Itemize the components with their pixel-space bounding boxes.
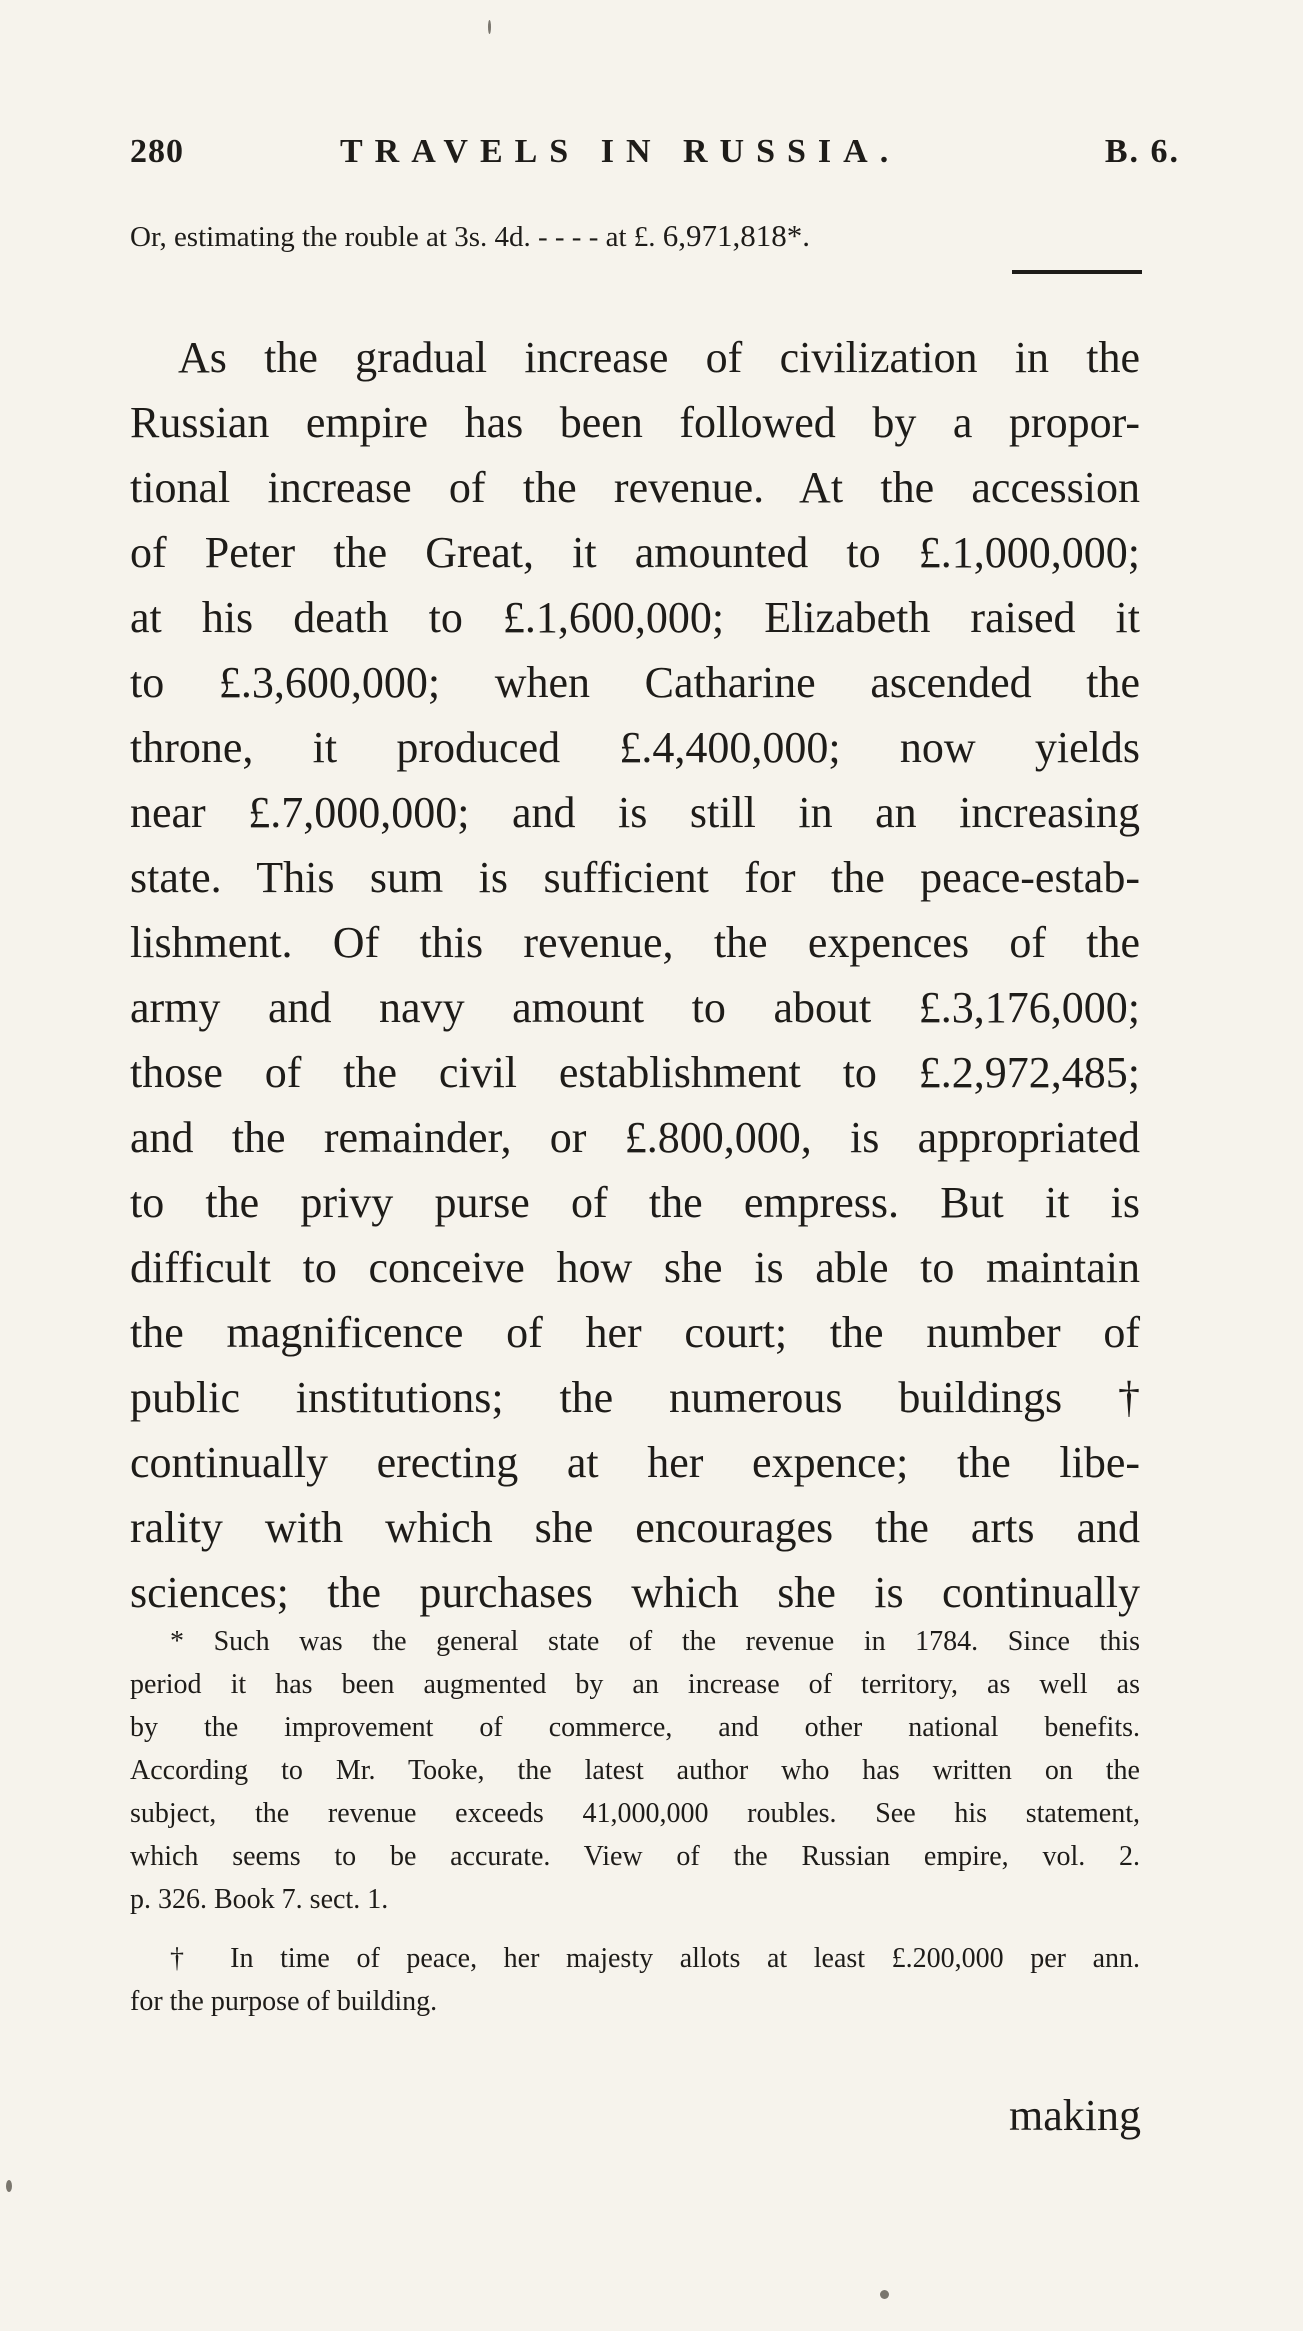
- paper-speck: [880, 2290, 889, 2299]
- body-line: at his death to £.1,600,000; Elizabeth raised it: [130, 593, 1140, 642]
- body-line: throne, it produced £.4,400,000; now yields: [130, 723, 1140, 772]
- footnote-star-line: According to Mr. Tooke, the latest author who has written on the: [130, 1755, 1140, 1786]
- carried-total-label: Or, estimating the rouble at 3s. 4d. - - - - at £.: [130, 221, 656, 253]
- body-line: near £.7,000,000; and is still in an increasing: [130, 788, 1140, 837]
- body-line: of Peter the Great, it amounted to £.1,000,000;: [130, 528, 1140, 577]
- section-rule: [1012, 270, 1142, 274]
- paper-speck: [6, 2180, 12, 2192]
- footnote-gap: [130, 1921, 1140, 1937]
- footnote-dagger-line: for the purpose of building.: [130, 1986, 438, 2017]
- carried-total-line: [130, 218, 1150, 254]
- body-line: rality with which she encourages the arts and: [130, 1503, 1140, 1552]
- footnote-star-line: which seems to be accurate. View of the Russian empire, vol. 2.: [130, 1841, 1140, 1872]
- footnote-star-line: subject, the revenue exceeds 41,000,000 roubles. See his statement,: [130, 1798, 1140, 1829]
- body-line: state. This sum is sufficient for the peace-estab-: [130, 853, 1140, 902]
- body-line: lishment. Of this revenue, the expences of the: [130, 918, 1140, 967]
- body-line: Russian empire has been followed by a propor-: [130, 398, 1140, 447]
- body-line: those of the civil establishment to £.2,972,485;: [130, 1048, 1140, 1097]
- main-paragraph: [130, 325, 1140, 1625]
- body-line: difficult to conceive how she is able to maintain: [130, 1243, 1140, 1292]
- footnote-star-line: * Such was the general state of the revenue in 1784. Since this: [170, 1626, 1140, 1657]
- body-line: and the remainder, or £.800,000, is appropriated: [130, 1113, 1140, 1162]
- body-line: the magnificence of her court; the number of: [130, 1308, 1140, 1357]
- body-line: to £.3,600,000; when Catharine ascended the: [130, 658, 1140, 707]
- book-reference: B. 6.: [1104, 133, 1180, 170]
- body-line: sciences; the purchases which she is continually: [130, 1568, 1140, 1617]
- running-title: TRAVELS IN RUSSIA.: [340, 133, 901, 170]
- body-line: public institutions; the numerous buildings †: [130, 1373, 1140, 1422]
- footnote-star-line: by the improvement of commerce, and other national benefits.: [130, 1712, 1140, 1743]
- body-line: army and navy amount to about £.3,176,000;: [130, 983, 1140, 1032]
- body-line: As the gradual increase of civilization in the: [178, 333, 1140, 382]
- carried-total-amount: 6,971,818*.: [662, 218, 811, 253]
- paper-speck: [488, 20, 491, 34]
- footnote-star-line: p. 326. Book 7. sect. 1.: [130, 1884, 389, 1915]
- body-line: continually erecting at her expence; the libe-: [130, 1438, 1140, 1487]
- body-line: to the privy purse of the empress. But it is: [130, 1178, 1140, 1227]
- page-header: [130, 133, 1180, 183]
- page-number: 280: [130, 133, 184, 170]
- footnote-dagger-line: † In time of peace, her majesty allots at least £.200,000 per ann.: [170, 1943, 1140, 1974]
- footnotes: [130, 1620, 1140, 2023]
- body-line: tional increase of the revenue. At the accession: [130, 463, 1140, 512]
- footnote-star-line: period it has been augmented by an increase of territory, as well as: [130, 1669, 1140, 1700]
- catchword: making: [1009, 2091, 1141, 2140]
